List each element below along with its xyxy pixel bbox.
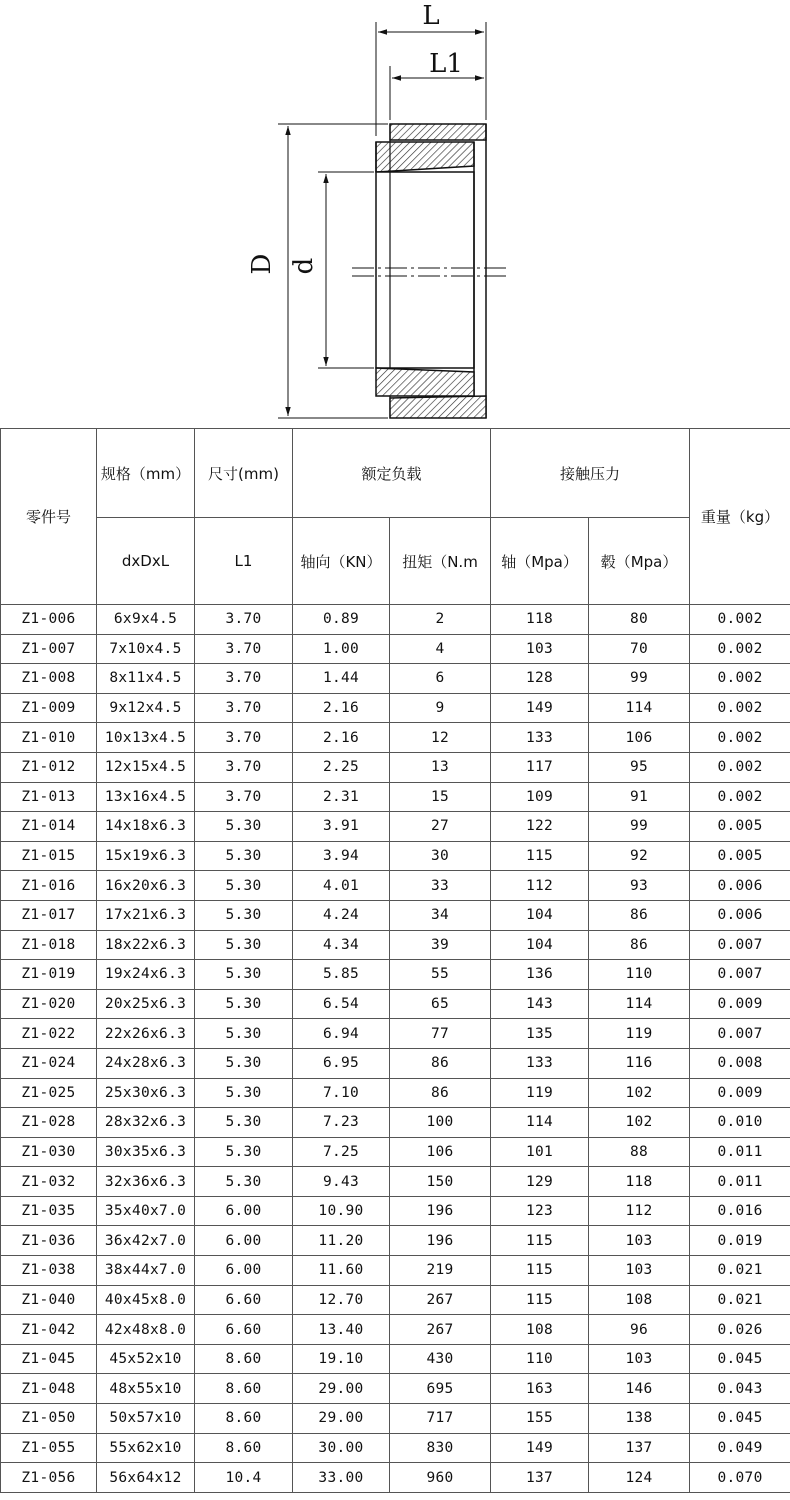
cell-torque: 430 (390, 1344, 491, 1374)
table-row (1, 812, 790, 842)
cell-hub: 146 (589, 1374, 690, 1404)
cell-part-no: Z1-050 (1, 1404, 97, 1434)
cell-hub: 137 (589, 1433, 690, 1463)
table-row (1, 634, 790, 664)
table-row (1, 1344, 790, 1374)
cell-shaft: 149 (491, 693, 589, 723)
cell-l1: 3.70 (195, 752, 293, 782)
cell-axial: 11.20 (293, 1226, 390, 1256)
cell-weight: 0.002 (690, 605, 790, 635)
cell-torque: 196 (390, 1226, 491, 1256)
table-row (1, 752, 790, 782)
cell-l1: 5.30 (195, 1137, 293, 1167)
cell-torque: 960 (390, 1463, 491, 1493)
cell-hub: 86 (589, 930, 690, 960)
cell-axial: 19.10 (293, 1344, 390, 1374)
cell-torque: 106 (390, 1137, 491, 1167)
cell-spec: 42x48x8.0 (97, 1315, 195, 1345)
cell-part-no: Z1-010 (1, 723, 97, 753)
cell-axial: 10.90 (293, 1196, 390, 1226)
cell-part-no: Z1-040 (1, 1285, 97, 1315)
cell-part-no: Z1-014 (1, 812, 97, 842)
cell-shaft: 115 (491, 1226, 589, 1256)
cell-shaft: 149 (491, 1433, 589, 1463)
cell-hub: 102 (589, 1078, 690, 1108)
cell-shaft: 109 (491, 782, 589, 812)
table-row (1, 605, 790, 635)
table-row (1, 1404, 790, 1434)
cell-weight: 0.002 (690, 634, 790, 664)
cell-spec: 22x26x6.3 (97, 1019, 195, 1049)
cell-axial: 33.00 (293, 1463, 390, 1493)
cell-shaft: 115 (491, 1256, 589, 1286)
cell-axial: 7.25 (293, 1137, 390, 1167)
cell-axial: 2.16 (293, 723, 390, 753)
cell-spec: 13x16x4.5 (97, 782, 195, 812)
cell-torque: 55 (390, 960, 491, 990)
cell-part-no: Z1-030 (1, 1137, 97, 1167)
cell-l1: 8.60 (195, 1404, 293, 1434)
cell-hub: 103 (589, 1256, 690, 1286)
cell-spec: 24x28x6.3 (97, 1048, 195, 1078)
cell-spec: 9x12x4.5 (97, 693, 195, 723)
cell-axial: 6.95 (293, 1048, 390, 1078)
table-row (1, 1315, 790, 1345)
header-contact-pressure: 接触压力 (491, 429, 690, 518)
cell-axial: 9.43 (293, 1167, 390, 1197)
cell-l1: 5.30 (195, 960, 293, 990)
cell-shaft: 118 (491, 605, 589, 635)
cell-weight: 0.026 (690, 1315, 790, 1345)
cell-weight: 0.007 (690, 930, 790, 960)
cell-axial: 6.94 (293, 1019, 390, 1049)
dimension-L1 (390, 49, 484, 120)
cell-l1: 5.30 (195, 1108, 293, 1138)
header-hub: 毂（Mpa） (589, 518, 690, 605)
inner-ring-upper (376, 142, 474, 172)
cell-axial: 29.00 (293, 1404, 390, 1434)
cell-l1: 8.60 (195, 1433, 293, 1463)
cell-hub: 119 (589, 1019, 690, 1049)
cell-l1: 6.00 (195, 1226, 293, 1256)
cell-spec: 48x55x10 (97, 1374, 195, 1404)
header-size-sub: L1 (195, 518, 293, 605)
cell-torque: 27 (390, 812, 491, 842)
cell-part-no: Z1-045 (1, 1344, 97, 1374)
table-row (1, 1078, 790, 1108)
cell-axial: 0.89 (293, 605, 390, 635)
cell-spec: 55x62x10 (97, 1433, 195, 1463)
cell-axial: 6.54 (293, 989, 390, 1019)
cell-weight: 0.006 (690, 900, 790, 930)
cell-hub: 106 (589, 723, 690, 753)
cell-shaft: 136 (491, 960, 589, 990)
cell-spec: 15x19x6.3 (97, 841, 195, 871)
cell-shaft: 137 (491, 1463, 589, 1493)
cell-hub: 114 (589, 989, 690, 1019)
cell-torque: 86 (390, 1078, 491, 1108)
cell-l1: 5.30 (195, 1019, 293, 1049)
cell-weight: 0.009 (690, 989, 790, 1019)
table-row (1, 989, 790, 1019)
cell-weight: 0.010 (690, 1108, 790, 1138)
cell-l1: 5.30 (195, 871, 293, 901)
cell-hub: 99 (589, 664, 690, 694)
cell-spec: 40x45x8.0 (97, 1285, 195, 1315)
cell-hub: 96 (589, 1315, 690, 1345)
cell-torque: 695 (390, 1374, 491, 1404)
cell-torque: 2 (390, 605, 491, 635)
cell-part-no: Z1-018 (1, 930, 97, 960)
cell-shaft: 101 (491, 1137, 589, 1167)
cell-torque: 34 (390, 900, 491, 930)
label-L1: L1 (429, 49, 463, 79)
table-row (1, 782, 790, 812)
cell-hub: 91 (589, 782, 690, 812)
cell-part-no: Z1-032 (1, 1167, 97, 1197)
cell-axial: 3.94 (293, 841, 390, 871)
cell-hub: 110 (589, 960, 690, 990)
table-row (1, 1137, 790, 1167)
cell-torque: 100 (390, 1108, 491, 1138)
cell-torque: 6 (390, 664, 491, 694)
cell-weight: 0.019 (690, 1226, 790, 1256)
table-row (1, 960, 790, 990)
cell-shaft: 122 (491, 812, 589, 842)
cell-torque: 12 (390, 723, 491, 753)
cell-weight: 0.006 (690, 871, 790, 901)
cell-spec: 56x64x12 (97, 1463, 195, 1493)
cell-hub: 99 (589, 812, 690, 842)
table-row (1, 723, 790, 753)
cell-axial: 2.25 (293, 752, 390, 782)
cell-weight: 0.002 (690, 693, 790, 723)
cell-shaft: 115 (491, 1285, 589, 1315)
cell-part-no: Z1-012 (1, 752, 97, 782)
cell-weight: 0.011 (690, 1167, 790, 1197)
cell-part-no: Z1-048 (1, 1374, 97, 1404)
cell-spec: 16x20x6.3 (97, 871, 195, 901)
cell-shaft: 135 (491, 1019, 589, 1049)
cell-axial: 3.91 (293, 812, 390, 842)
cell-hub: 80 (589, 605, 690, 635)
cell-l1: 5.30 (195, 930, 293, 960)
cell-l1: 6.00 (195, 1256, 293, 1286)
cell-spec: 8x11x4.5 (97, 664, 195, 694)
cell-hub: 103 (589, 1226, 690, 1256)
cell-torque: 77 (390, 1019, 491, 1049)
cell-hub: 95 (589, 752, 690, 782)
cell-weight: 0.011 (690, 1137, 790, 1167)
inner-ring-lower (376, 368, 474, 396)
cell-part-no: Z1-013 (1, 782, 97, 812)
cell-hub: 124 (589, 1463, 690, 1493)
header-shaft: 轴（Mpa） (491, 518, 589, 605)
cell-shaft: 133 (491, 723, 589, 753)
table-row (1, 693, 790, 723)
cell-l1: 5.30 (195, 1078, 293, 1108)
cell-part-no: Z1-019 (1, 960, 97, 990)
table-row (1, 871, 790, 901)
table-row (1, 1463, 790, 1493)
cell-spec: 35x40x7.0 (97, 1196, 195, 1226)
cell-hub: 112 (589, 1196, 690, 1226)
cell-part-no: Z1-009 (1, 693, 97, 723)
cell-spec: 30x35x6.3 (97, 1137, 195, 1167)
cell-axial: 13.40 (293, 1315, 390, 1345)
cell-shaft: 114 (491, 1108, 589, 1138)
cell-weight: 0.008 (690, 1048, 790, 1078)
cell-torque: 150 (390, 1167, 491, 1197)
cell-l1: 10.4 (195, 1463, 293, 1493)
cell-part-no: Z1-016 (1, 871, 97, 901)
cell-torque: 30 (390, 841, 491, 871)
cell-part-no: Z1-025 (1, 1078, 97, 1108)
cell-axial: 5.85 (293, 960, 390, 990)
cell-shaft: 104 (491, 900, 589, 930)
cell-spec: 12x15x4.5 (97, 752, 195, 782)
cell-axial: 4.24 (293, 900, 390, 930)
table-row (1, 1196, 790, 1226)
cell-spec: 10x13x4.5 (97, 723, 195, 753)
cell-hub: 108 (589, 1285, 690, 1315)
cell-spec: 20x25x6.3 (97, 989, 195, 1019)
cell-hub: 93 (589, 871, 690, 901)
cell-torque: 65 (390, 989, 491, 1019)
cell-l1: 6.00 (195, 1196, 293, 1226)
table-row (1, 1256, 790, 1286)
cell-axial: 29.00 (293, 1374, 390, 1404)
cell-spec: 25x30x6.3 (97, 1078, 195, 1108)
cell-axial: 1.00 (293, 634, 390, 664)
cell-spec: 19x24x6.3 (97, 960, 195, 990)
cell-l1: 3.70 (195, 634, 293, 664)
header-spec-sub: dxDxL (97, 518, 195, 605)
cell-part-no: Z1-036 (1, 1226, 97, 1256)
table-row (1, 1048, 790, 1078)
cell-shaft: 155 (491, 1404, 589, 1434)
cell-weight: 0.009 (690, 1078, 790, 1108)
cell-hub: 92 (589, 841, 690, 871)
cell-part-no: Z1-020 (1, 989, 97, 1019)
cell-spec: 28x32x6.3 (97, 1108, 195, 1138)
cell-part-no: Z1-007 (1, 634, 97, 664)
cell-torque: 219 (390, 1256, 491, 1286)
table-row (1, 1019, 790, 1049)
cell-torque: 4 (390, 634, 491, 664)
cell-weight: 0.049 (690, 1433, 790, 1463)
cell-spec: 14x18x6.3 (97, 812, 195, 842)
cell-l1: 3.70 (195, 782, 293, 812)
cell-torque: 33 (390, 871, 491, 901)
cell-shaft: 112 (491, 871, 589, 901)
header-torque: 扭矩（N.m (390, 518, 491, 605)
table-row (1, 1226, 790, 1256)
cell-shaft: 143 (491, 989, 589, 1019)
cell-part-no: Z1-056 (1, 1463, 97, 1493)
cell-shaft: 117 (491, 752, 589, 782)
label-d: d (289, 257, 319, 275)
cell-weight: 0.002 (690, 752, 790, 782)
cell-part-no: Z1-055 (1, 1433, 97, 1463)
cell-torque: 9 (390, 693, 491, 723)
cell-shaft: 104 (491, 930, 589, 960)
header-rated-load: 额定负载 (293, 429, 491, 518)
cell-part-no: Z1-022 (1, 1019, 97, 1049)
header-part-no: 零件号 (1, 429, 97, 605)
table-row (1, 1433, 790, 1463)
cell-l1: 8.60 (195, 1344, 293, 1374)
cell-weight: 0.016 (690, 1196, 790, 1226)
cell-l1: 5.30 (195, 1048, 293, 1078)
cell-hub: 138 (589, 1404, 690, 1434)
cell-part-no: Z1-008 (1, 664, 97, 694)
cross-section-svg (0, 0, 790, 428)
cell-axial: 7.10 (293, 1078, 390, 1108)
cell-l1: 3.70 (195, 693, 293, 723)
cell-l1: 8.60 (195, 1374, 293, 1404)
cell-torque: 717 (390, 1404, 491, 1434)
cell-weight: 0.021 (690, 1256, 790, 1286)
outer-ring-upper (390, 124, 486, 140)
cell-spec: 17x21x6.3 (97, 900, 195, 930)
cell-part-no: Z1-017 (1, 900, 97, 930)
cell-weight: 0.005 (690, 841, 790, 871)
cell-weight: 0.007 (690, 960, 790, 990)
cell-shaft: 129 (491, 1167, 589, 1197)
table-row (1, 1108, 790, 1138)
cell-weight: 0.002 (690, 723, 790, 753)
cell-axial: 7.23 (293, 1108, 390, 1138)
table-row (1, 1374, 790, 1404)
cell-torque: 830 (390, 1433, 491, 1463)
cell-shaft: 133 (491, 1048, 589, 1078)
cell-l1: 3.70 (195, 605, 293, 635)
cell-spec: 7x10x4.5 (97, 634, 195, 664)
cell-spec: 38x44x7.0 (97, 1256, 195, 1286)
cell-shaft: 103 (491, 634, 589, 664)
cell-l1: 3.70 (195, 723, 293, 753)
cell-shaft: 110 (491, 1344, 589, 1374)
cell-shaft: 128 (491, 664, 589, 694)
cell-spec: 45x52x10 (97, 1344, 195, 1374)
cell-spec: 36x42x7.0 (97, 1226, 195, 1256)
cell-hub: 103 (589, 1344, 690, 1374)
technical-drawing (0, 0, 790, 428)
table-row (1, 664, 790, 694)
cell-part-no: Z1-024 (1, 1048, 97, 1078)
cell-torque: 39 (390, 930, 491, 960)
cell-axial: 11.60 (293, 1256, 390, 1286)
cell-axial: 4.01 (293, 871, 390, 901)
cell-l1: 3.70 (195, 664, 293, 694)
cell-torque: 13 (390, 752, 491, 782)
cell-part-no: Z1-015 (1, 841, 97, 871)
header-axial: 轴向（KN） (293, 518, 390, 605)
cell-torque: 196 (390, 1196, 491, 1226)
cell-hub: 116 (589, 1048, 690, 1078)
table-row (1, 1285, 790, 1315)
cell-axial: 2.16 (293, 693, 390, 723)
cell-shaft: 163 (491, 1374, 589, 1404)
cell-hub: 114 (589, 693, 690, 723)
header-spec: 规格（mm） (97, 429, 195, 518)
table-row (1, 1167, 790, 1197)
cell-spec: 6x9x4.5 (97, 605, 195, 635)
cell-axial: 4.34 (293, 930, 390, 960)
cell-weight: 0.007 (690, 1019, 790, 1049)
cell-weight: 0.043 (690, 1374, 790, 1404)
cell-torque: 86 (390, 1048, 491, 1078)
cell-weight: 0.005 (690, 812, 790, 842)
cell-shaft: 108 (491, 1315, 589, 1345)
table-row (1, 900, 790, 930)
cell-hub: 102 (589, 1108, 690, 1138)
cell-l1: 5.30 (195, 841, 293, 871)
table-header (1, 429, 790, 605)
cell-weight: 0.070 (690, 1463, 790, 1493)
label-D: D (247, 253, 277, 275)
cell-weight: 0.045 (690, 1404, 790, 1434)
cell-hub: 118 (589, 1167, 690, 1197)
label-L: L (422, 1, 440, 31)
table-row (1, 930, 790, 960)
cell-l1: 5.30 (195, 989, 293, 1019)
cell-part-no: Z1-038 (1, 1256, 97, 1286)
cell-hub: 86 (589, 900, 690, 930)
cell-hub: 88 (589, 1137, 690, 1167)
dimension-d (289, 172, 374, 368)
cell-part-no: Z1-028 (1, 1108, 97, 1138)
header-size: 尺寸(mm) (195, 429, 293, 518)
cell-shaft: 115 (491, 841, 589, 871)
cell-spec: 32x36x6.3 (97, 1167, 195, 1197)
cell-part-no: Z1-006 (1, 605, 97, 635)
cell-torque: 267 (390, 1315, 491, 1345)
outer-ring-lower (390, 396, 486, 418)
table-row (1, 841, 790, 871)
spec-table (0, 428, 790, 1493)
cell-hub: 70 (589, 634, 690, 664)
cell-part-no: Z1-042 (1, 1315, 97, 1345)
cell-shaft: 119 (491, 1078, 589, 1108)
cell-weight: 0.021 (690, 1285, 790, 1315)
cell-weight: 0.002 (690, 664, 790, 694)
cell-shaft: 123 (491, 1196, 589, 1226)
cell-spec: 50x57x10 (97, 1404, 195, 1434)
cell-l1: 6.60 (195, 1315, 293, 1345)
cell-l1: 5.30 (195, 812, 293, 842)
cell-axial: 1.44 (293, 664, 390, 694)
cell-spec: 18x22x6.3 (97, 930, 195, 960)
cell-torque: 15 (390, 782, 491, 812)
cell-axial: 12.70 (293, 1285, 390, 1315)
cell-axial: 2.31 (293, 782, 390, 812)
cell-axial: 30.00 (293, 1433, 390, 1463)
header-weight: 重量（kg） (690, 429, 790, 605)
cell-l1: 6.60 (195, 1285, 293, 1315)
cell-part-no: Z1-035 (1, 1196, 97, 1226)
cell-weight: 0.045 (690, 1344, 790, 1374)
table-body (1, 605, 790, 1493)
cell-torque: 267 (390, 1285, 491, 1315)
cell-weight: 0.002 (690, 782, 790, 812)
cell-l1: 5.30 (195, 900, 293, 930)
cell-l1: 5.30 (195, 1167, 293, 1197)
